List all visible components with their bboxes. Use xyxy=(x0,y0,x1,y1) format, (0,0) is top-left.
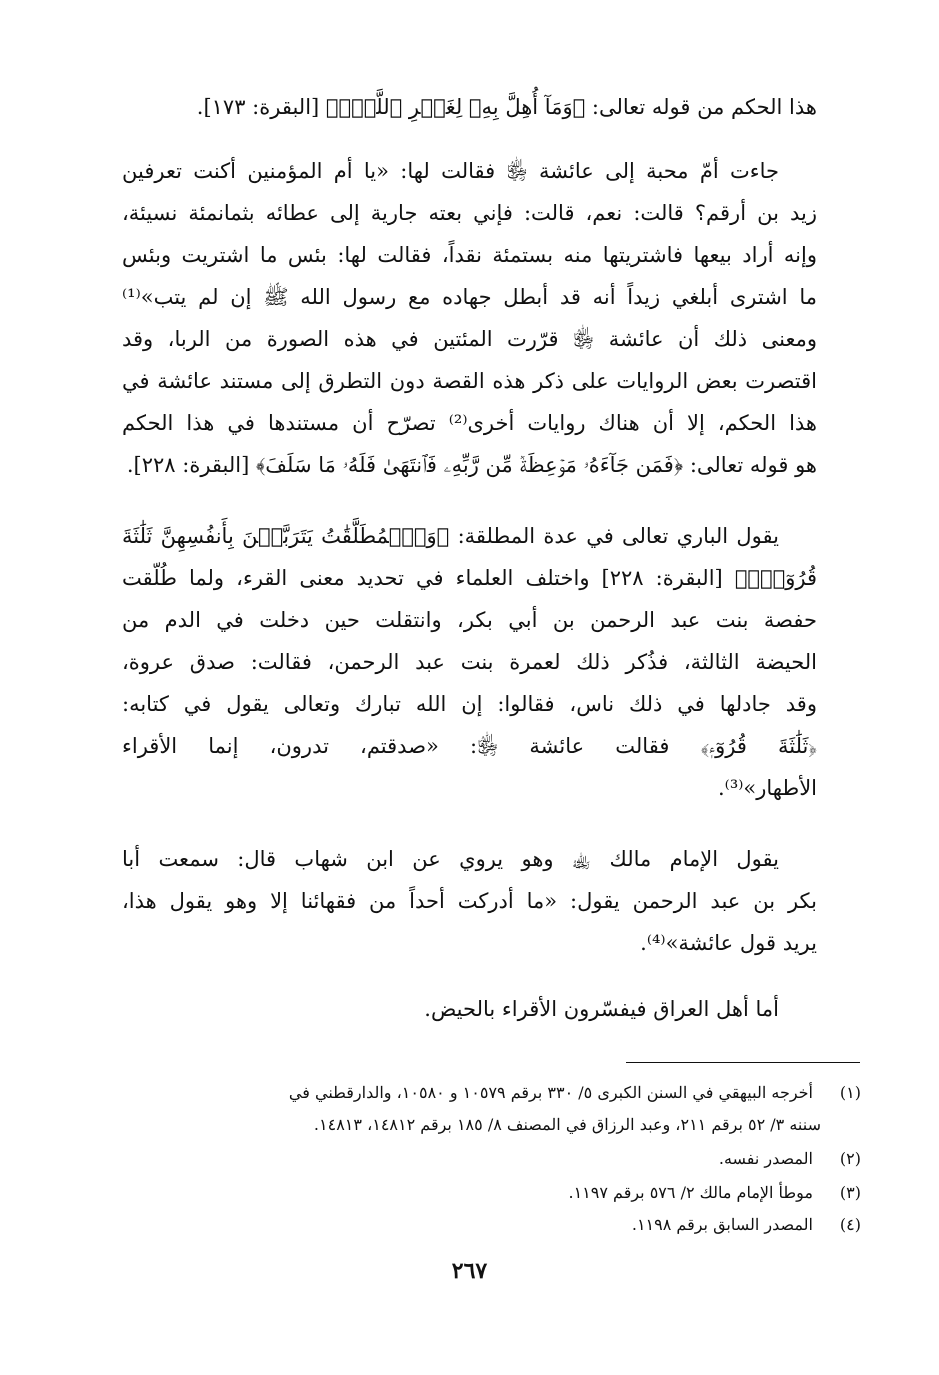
text-line: اقتصرت بعض الروايات على ذكر هذه القصة دون التطرق إلى مستند عائشة في xyxy=(122,369,817,393)
text-line: الحيضة الثالثة، فذُكر ذلك لعمرة بنت عبد الرحمن، فقالت: صدق عروة، xyxy=(122,650,817,674)
footnote-1 xyxy=(122,1077,861,1109)
footnote-text: المصدر نفسه. xyxy=(718,1149,813,1168)
paragraph-3 xyxy=(122,515,817,809)
footnote-number: (٢) xyxy=(839,1149,861,1168)
paragraph-1 xyxy=(122,86,817,128)
text-line: هو قوله تعالى: ﴿فَمَن جَآءَهُۥ مَوۡعِظَةٞ مِّن رَّبِّهِۦ فَٱنتَهَىٰ فَلَهُۥ مَا سَلَفَ﴾ [البقرة: ٢٢٨]. xyxy=(126,453,817,477)
text-line: وإنه أراد بيعها فاشتريتها منه بستمئة نقداً، فقالت لها: بئس ما اشتريت وبئس xyxy=(122,243,817,267)
text-line: ومعنى ذلك أن عائشة ﵂ قرّرت المئتين في هذه الصورة من الربا، وقد xyxy=(122,327,817,351)
text-line: ﴿ثَلَٰثَةَ قُرُوٓءٖ﴾ فقالت عائشة ﵂: «صدقتم، تدرون، إنما الأقراء xyxy=(122,734,817,758)
text-line: الأطهار»⁽³⁾. xyxy=(717,776,817,800)
footnote-number: (٤) xyxy=(839,1215,861,1234)
paragraph-5 xyxy=(122,988,817,1030)
text-line: يقول الباري تعالى في عدة المطلقة: ﴿وَٱلۡمُطَلَّقَٰتُ يَتَرَبَّصۡنَ بِأَنفُسِهِنَّ ثَلَٰثَةَ xyxy=(122,524,779,548)
text-line: يقول الإمام مالك ﵀ وهو يروي عن ابن شهاب قال: سمعت أبا xyxy=(122,847,779,871)
footnote-number: (١) xyxy=(839,1083,861,1102)
text-line: حفصة بنت عبد الرحمن بن أبي بكر، وانتقلت حين دخلت في الدم من xyxy=(122,608,817,632)
footnote-4 xyxy=(122,1209,861,1241)
text-line: جاءت أمّ محبة إلى عائشة ﵂ فقالت لها: «يا أم المؤمنين أكنت تعرفين xyxy=(122,159,779,183)
footnote-3 xyxy=(122,1177,861,1209)
paragraph-4 xyxy=(122,838,817,964)
footnote-2 xyxy=(122,1143,861,1175)
footnote-text: أخرجه البيهقي في السنن الكبرى ٥/ ٣٣٠ برقم ١٠٥٧٩ و ١٠٥٨٠، والدارقطني في xyxy=(288,1083,813,1102)
footnote-text: المصدر السابق برقم ١١٩٨. xyxy=(631,1215,813,1234)
text-line: هذا الحكم من قوله تعالى: ﴿وَمَآ أُهِلَّ بِهِۦ لِغَيۡرِ ٱللَّهِۖ﴾ [البقرة: ١٧٣]. xyxy=(196,95,817,119)
paragraph-2 xyxy=(122,150,817,486)
footnote-1-continued xyxy=(122,1109,821,1141)
text-line: ما اشترى أبلغي زيداً أنه قد أبطل جهاده مع رسول الله ﷺ إن لم يتب»⁽¹⁾ xyxy=(122,285,817,309)
footnote-divider xyxy=(626,1062,860,1063)
footnote-number: (٣) xyxy=(839,1183,861,1202)
text-line: أما أهل العراق فيفسّرون الأقراء بالحيض. xyxy=(424,997,779,1021)
footnote-text: سننه ٣/ ٥٢ برقم ٢١١، وعبد الرزاق في المصنف ٨/ ١٨٥ برقم ١٤٨١٢، ١٤٨١٣. xyxy=(313,1115,821,1134)
text-line: يريد قول عائشة»⁽⁴⁾. xyxy=(640,931,817,955)
text-line: زيد بن أرقم؟ قالت: نعم، قالت: فإني بعته جارية إلى عطائه بثمانمئة نسيئة، xyxy=(122,201,817,225)
text-line: بكر بن عبد الرحمن يقول: «ما أدركت أحداً من فقهائنا إلا وهو يقول هذا، xyxy=(122,889,817,913)
footnote-text: موطأ الإمام مالك ٢/ ٥٧٦ برقم ١١٩٧. xyxy=(568,1183,813,1202)
text-line: قُرُوٓءٖۚ﴾ [البقرة: ٢٢٨] واختلف العلماء في تحديد معنى القرء، ولما طُلّقت xyxy=(122,566,817,590)
text-line: وقد جادلها في ذلك ناس، فقالوا: إن الله تبارك وتعالى يقول في كتابه: xyxy=(122,692,817,716)
page-number: ٢٦٧ xyxy=(451,1258,488,1284)
text-line: هذا الحكم، إلا أن هناك روايات أخرى⁽²⁾ تصرّح أن مستندها في هذا الحكم xyxy=(122,411,817,435)
